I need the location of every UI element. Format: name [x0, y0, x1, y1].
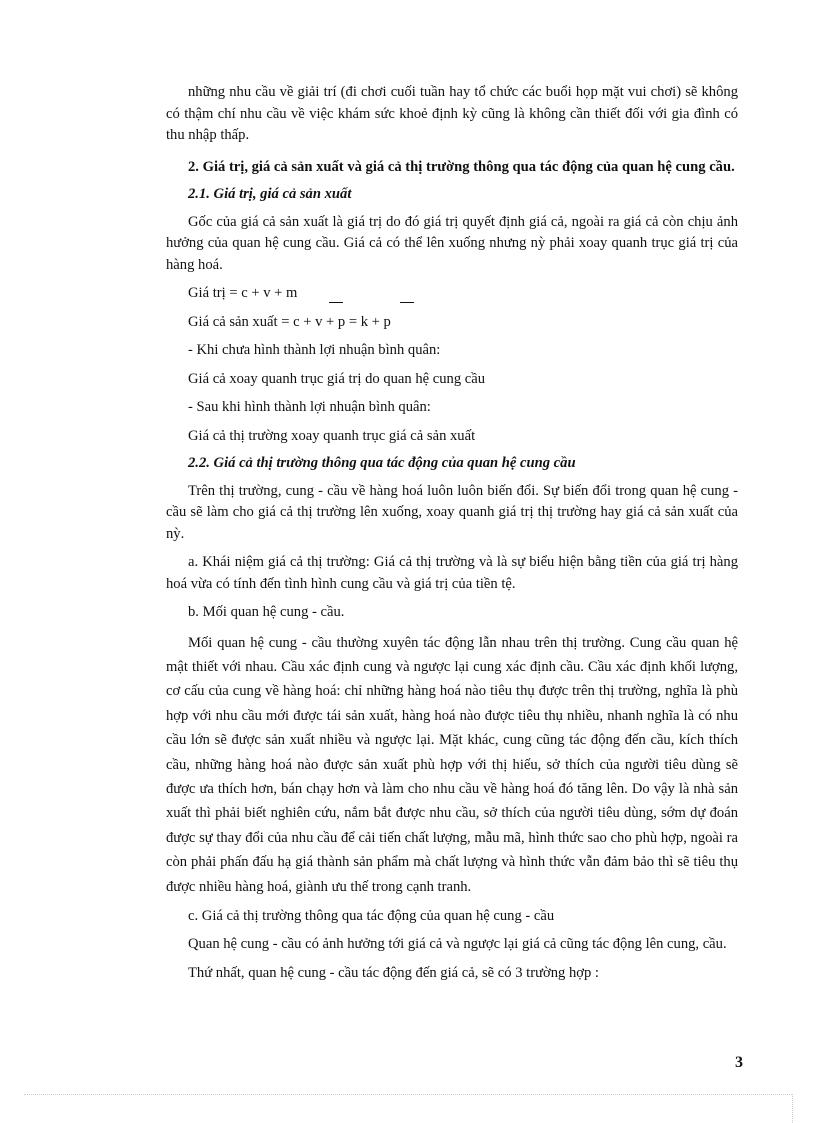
paragraph-supply-demand-relation: Mối quan hệ cung - cầu thường xuyên tác động lẫn nhau trên thị trường. Cung cầu quan hệ mật thiết với nhau. Cầu xác định cung và ngược lại cung xác định cầu. Cầu xác định khối lượng, cơ cấu của cung về hàng hoá: chỉ những hàng hoá nào tiêu thụ được trên thị trường, nghĩa là phù hợp với nhu cầu mới được tái sản xuất, hàng hoá nào được tiêu thụ nhiều, nhanh nghĩa là có nhu cầu lớn sẽ được sản xuất nhiều và ngược lại. Mặt khác, cung cũng tác động đến cầu, kích thích cầu, những hàng hoá nào được sản xuất phù hợp với thị hiếu, sở thích của người tiêu dùng sẽ được ưa thích hơn, bán chạy hơn và làm cho nhu cầu về hàng hoá đó tăng lên. Do vậy là nhà sản xuất thì phải biết nghiên cứu, nắm bắt được nhu cầu, sở thích của người tiêu dùng, sớm dự đoán được sự thay đổi của nhu cầu để cải tiến chất lượng, mẫu mã, hình thức sao cho phù hợp, ngoài ra còn phải phấn đấu hạ giá thành sản phẩm mà chất lượng và hình thức vẫn đảm bảo thì sẽ tiêu thụ được nhiều hàng hoá, giành ưu thế trong cạnh tranh.: [166, 634, 738, 895]
list-after-average-profit: - Sau khi hình thành lợi nhuận bình quân:: [188, 399, 431, 415]
heading-section-2-2: 2.2. Giá cả thị trường thông qua tác động của quan hệ cung cầu: [188, 455, 576, 471]
paragraph-three-cases: Thứ nhất, quan hệ cung - cầu tác động đến giá cả, sẽ có 3 trường hợp :: [188, 964, 599, 981]
list-price-around-value: Giá cả xoay quanh trục giá trị do quan hệ cung cầu: [188, 370, 486, 387]
formula-production-price-text: Giá cả sản xuất = c + v + p = k + p: [188, 313, 391, 330]
paragraph-market-price-effect-title: c. Giá cả thị trường thông qua tác động của quan hệ cung - cầu: [188, 907, 555, 924]
paragraph-leisure-needs: những nhu cầu về giải trí (đi chơi cuối tuần hay tổ chức các buổi họp mặt vui chơi) sẽ không có thậm chí nhu cầu về việc khám sức khoẻ định kỳ cũng là không cần thiết đối với gia đình có thu nhập thấp.: [166, 84, 738, 143]
list-before-average-profit: - Khi chưa hình thành lợi nhuận bình quân:: [188, 342, 441, 358]
formula-value: Giá trị = c + v + m: [188, 285, 298, 301]
page-content: [166, 82, 738, 984]
paragraph-production-price: Gốc của giá cả sản xuất là giá trị do đó giá trị quyết định giá cả, ngoài ra giá cả còn chịu ảnh hưởng của quan hệ cung cầu. Giá cả có thể lên xuống nhưng nỳ phải xoay quanh trục giá trị của hàng hoá.: [166, 213, 738, 273]
paragraph-supply-demand-title: b. Mối quan hệ cung - cầu.: [188, 604, 345, 620]
paragraph-supply-demand-price-influence: Quan hệ cung - cầu có ảnh hưởng tới giá cả và ngược lại giá cả cũng tác động lên cung, cầu.: [188, 936, 727, 953]
page-corner-marker: [792, 1094, 793, 1123]
footer-divider: [24, 1094, 792, 1095]
heading-section-2: 2. Giá trị, giá cả sản xuất và giá cả thị trường thông qua tác động của quan hệ cung cầu.: [188, 158, 735, 175]
heading-section-2-1: 2.1. Giá trị, giá cả sản xuất: [188, 186, 352, 202]
paragraph-market-changes: Trên thị trường, cung - cầu về hàng hoá luôn luôn biến đổi. Sự biến đổi trong quan hệ cung - cầu sẽ làm cho giá cả thị trường lên xuống, xoay quanh giá trị thị trường hay giá cả sản xuất của nỳ.: [166, 482, 738, 542]
overbar-marks: [166, 302, 466, 308]
list-price-around-production-price: Giá cả thị trường xoay quanh trục giá cả sản xuất: [188, 427, 476, 444]
page-number: 3: [735, 1054, 743, 1071]
formula-production-price: [166, 312, 738, 334]
paragraph-market-price-concept: a. Khái niệm giá cả thị trường: Giá cả thị trường và là sự biểu hiện bằng tiền của giá trị hàng hoá vừa có tính đến tình hình cung cầu và giá trị của tiền tệ.: [166, 554, 738, 592]
